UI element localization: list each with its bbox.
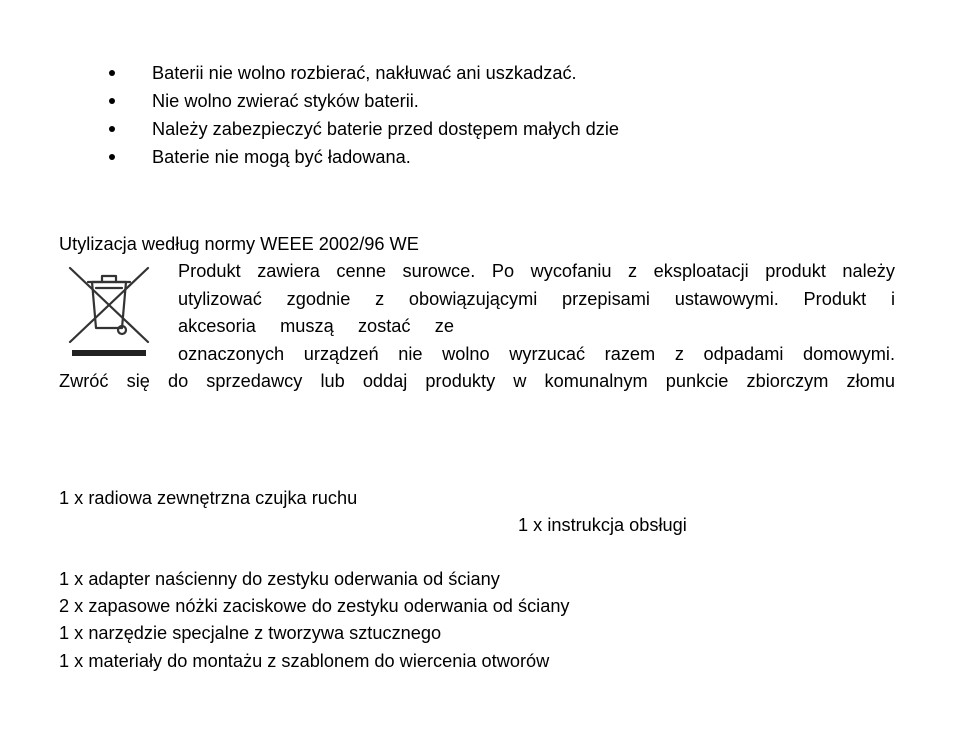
- bullet-text: Należy zabezpieczyć baterie przed dostępem małych dzie: [152, 119, 620, 139]
- contents-item: 1 x adapter naścienny do zestyku oderwania od ściany: [59, 569, 500, 589]
- disposal-line-1: Produkt zawiera cenne surowce. Po wycofaniu z eksploatacji produkt należy: [178, 261, 895, 281]
- contents-item: 1 x radiowa zewnętrzna czujka ruchu: [59, 488, 358, 508]
- disposal-heading: Utylizacja według normy WEEE 2002/96 WE: [59, 234, 419, 254]
- disposal-line-4: oznaczonych urządzeń nie wolno wyrzucać razem z odpadami domowymi.: [178, 344, 895, 364]
- contents-item: 1 x narzędzie specjalne z tworzywa sztucznego: [59, 623, 442, 643]
- contents-item: 1 x instrukcja obsługi: [518, 515, 687, 535]
- bullet-dot: [109, 126, 115, 132]
- contents-item: 2 x zapasowe nóżki zaciskowe do zestyku oderwania od ściany: [59, 596, 570, 616]
- crossed-out-wheelie-bin-icon: [66, 264, 152, 358]
- bullet-dot: [109, 98, 115, 104]
- disposal-line-5: Zwróć się do sprzedawcy lub oddaj produkty w komunalnym punkcie zbiorczym złomu: [59, 371, 895, 391]
- bullet-dot: [109, 70, 115, 76]
- disposal-line-3: akcesoria muszą zostać ze: [178, 316, 454, 336]
- contents-item: 1 x materiały do montażu z szablonem do wiercenia otworów: [59, 651, 550, 671]
- bullet-dot: [109, 154, 115, 160]
- disposal-line-2: utylizować zgodnie z obowiązującymi przepisami ustawowymi. Produkt i: [178, 289, 895, 309]
- bullet-text: Baterii nie wolno rozbierać, nakłuwać ani uszkadzać.: [152, 63, 577, 83]
- bullet-text: Baterie nie mogą być ładowana.: [152, 147, 411, 167]
- bullet-text: Nie wolno zwierać styków baterii.: [152, 91, 419, 111]
